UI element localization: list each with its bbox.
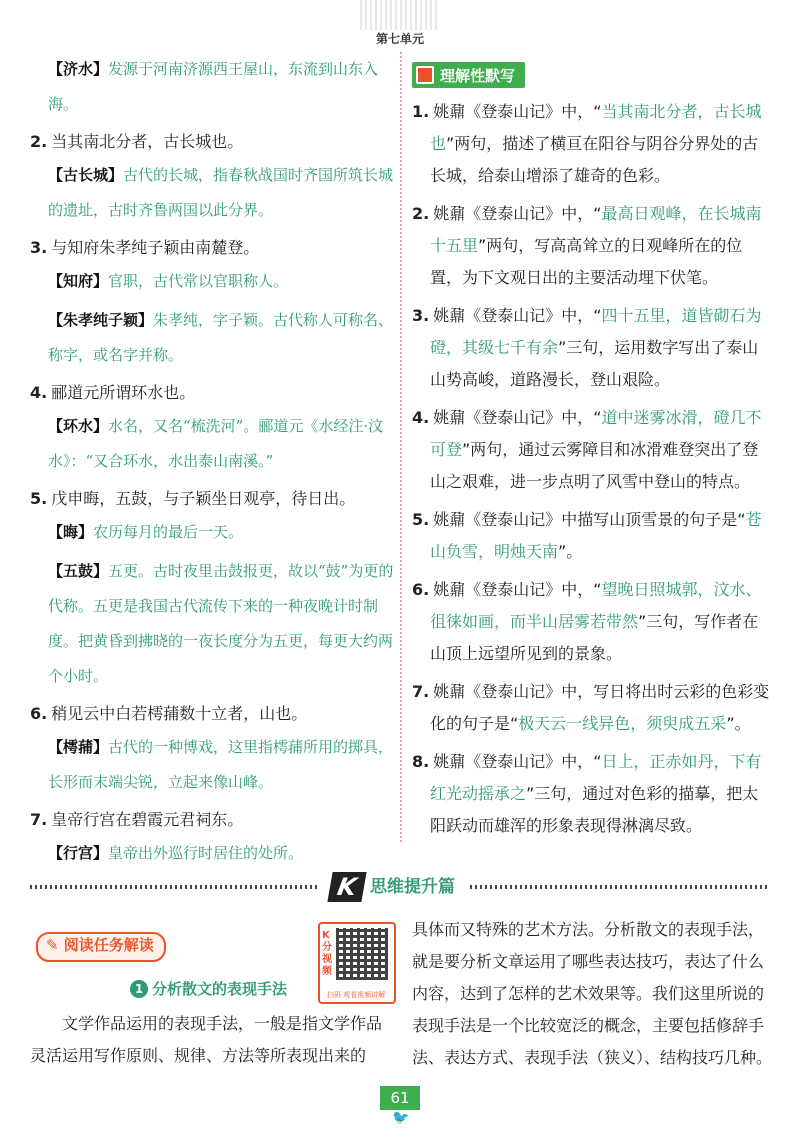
annotation-explanation: 五更。古时夜里击鼓报更，故以“鼓”为更的代称。五更是我国古代流传下来的一种夜晚计时制度。把黄昏到拂晓的一夜长度分为五更，每更大约两个小时。 xyxy=(48,562,394,685)
annotation-explanation: 水名，又名“梳洗河”。郦道元《水经注·汶水》：“又合环水，水出泰山南溪。” xyxy=(48,417,384,470)
column-divider xyxy=(400,52,402,842)
annotation xyxy=(30,52,395,122)
question-text: 姚鼐《登泰山记》中，“ xyxy=(433,752,602,771)
book-icon xyxy=(416,66,434,84)
recitation-item xyxy=(412,300,774,396)
passage-sentence xyxy=(30,804,395,836)
question-text: ”两句，写高高耸立的日观峰所在的位置，为下文观日出的主要活动埋下伏笔。 xyxy=(430,236,743,287)
subsection-number: 1 xyxy=(130,980,148,998)
qr-code-box[interactable] xyxy=(318,922,396,1004)
annotation-term: 【晦】 xyxy=(48,523,94,541)
annotation-explanation: 官职，古代常以官职称人。 xyxy=(108,272,289,290)
annotation-explanation: 皇帝出外巡行时居住的处所。 xyxy=(108,844,304,862)
annotation xyxy=(30,730,395,800)
annotation-term: 【古长城】 xyxy=(48,166,124,184)
passage-sentence xyxy=(30,698,395,730)
recitation-item xyxy=(412,504,774,568)
question-text: ”。 xyxy=(558,542,583,561)
answer-text: 道中迷雾冰滑，磴几不可登 xyxy=(430,408,762,459)
question-text: ”。 xyxy=(726,714,751,733)
right-column xyxy=(412,52,774,848)
annotation-term: 【五鼓】 xyxy=(48,562,109,580)
annotation-explanation: 农历每月的最后一天。 xyxy=(93,523,244,541)
annotation xyxy=(30,836,395,871)
question-text: ”三句，写作者在山顶上远望所见到的景象。 xyxy=(430,612,759,663)
header-decoration xyxy=(360,0,440,30)
question-text: 姚鼐《登泰山记》中，“ xyxy=(433,204,602,223)
item-number: 6. xyxy=(412,580,430,599)
k-logo-icon: K xyxy=(327,872,366,902)
annotation xyxy=(30,515,395,550)
unit-label: 第七单元 xyxy=(375,32,424,46)
recitation-item xyxy=(412,96,774,192)
answer-text: 最高日观峰，在长城南十五里 xyxy=(430,204,762,255)
passage-sentence xyxy=(30,377,395,409)
qr-side-label: K分视频 xyxy=(322,930,332,977)
recitation-item xyxy=(412,574,774,670)
answer-text: 当其南北分者，古长城也 xyxy=(430,102,762,153)
question-text: 姚鼐《登泰山记》中，“ xyxy=(433,408,602,427)
recitation-list xyxy=(412,96,774,842)
section-banner xyxy=(30,872,770,902)
answer-text: 苍山负雪，明烛天南 xyxy=(430,510,762,561)
question-text: 姚鼐《登泰山记》中，“ xyxy=(433,306,602,325)
sentence-text: 与知府朱孝纯子颖由南麓登。 xyxy=(51,238,260,257)
item-number: 6. xyxy=(30,704,48,723)
left-column xyxy=(30,52,395,875)
section-title: 理解性默写 xyxy=(440,66,516,85)
annotation-term: 【行宫】 xyxy=(48,844,109,862)
answer-text: 极天云一线异色，须臾成五采 xyxy=(518,714,727,733)
annotation xyxy=(30,554,395,694)
question-text: ”三句，通过对色彩的描摹，把太阳跃动而雄浑的形象表现得淋漓尽致。 xyxy=(430,784,759,835)
qr-caption: 扫码 观看视频讲解 xyxy=(326,991,386,999)
reading-task-tag: ✎ 阅读任务解读 xyxy=(36,932,166,962)
recitation-item xyxy=(412,198,774,294)
item-number: 2. xyxy=(412,204,430,223)
item-number: 1. xyxy=(412,102,430,121)
item-number: 4. xyxy=(30,383,48,402)
annotation-term: 【济水】 xyxy=(48,60,109,78)
item-number: 2. xyxy=(30,132,48,151)
bird-icon: 🐦 xyxy=(392,1110,410,1126)
question-text: 姚鼐《登泰山记》中，“ xyxy=(433,580,602,599)
question-text: ”两句，描述了横亘在阳谷与阴谷分界处的古长城，给泰山增添了雄奇的色彩。 xyxy=(430,134,759,185)
annotation xyxy=(30,409,395,479)
sentence-text: 戊申晦，五鼓，与子颖坐日观亭，待日出。 xyxy=(51,489,356,508)
answer-text: 望晚日照城郭，汶水、徂徕如画，而半山居雾若带然 xyxy=(430,580,762,631)
item-number: 5. xyxy=(412,510,430,529)
annotation xyxy=(30,264,395,299)
body-paragraph-right: 具体而又特殊的艺术方法。分析散文的表现手法，就是要分析文章运用了哪些表达技巧，表达了什么内容，达到了怎样的艺术效果等。我们这里所说的表现手法是一个比较宽泛的概念，主要包括修辞手法、表达方式、表现手法（狭义）、结构技巧几种。 xyxy=(412,920,773,1067)
recitation-item xyxy=(412,402,774,498)
subsection-title xyxy=(130,978,287,999)
passage-sentence xyxy=(30,126,395,158)
sentence-text: 郦道元所谓环水也。 xyxy=(51,383,196,402)
banner-title: 思维提升篇 xyxy=(370,877,455,897)
passage-sentence xyxy=(30,483,395,515)
sentence-text: 皇帝行宫在碧霞元君祠东。 xyxy=(51,810,244,829)
item-number: 3. xyxy=(30,238,48,257)
sentence-text: 稍见云中白若樗蒱数十立者，山也。 xyxy=(51,704,308,723)
question-text: 姚鼐《登泰山记》中描写山顶雪景的句子是“ xyxy=(433,510,746,529)
item-number: 7. xyxy=(30,810,48,829)
item-number: 3. xyxy=(412,306,430,325)
item-number: 5. xyxy=(30,489,48,508)
sentence-text: 当其南北分者，古长城也。 xyxy=(51,132,244,151)
item-number: 7. xyxy=(412,682,430,701)
recitation-item xyxy=(412,746,774,842)
annotation-explanation: 古代的长城，指春秋战国时齐国所筑长城的遗址，古时齐鲁两国以此分界。 xyxy=(48,166,394,219)
question-text: 姚鼐《登泰山记》中，写日将出时云彩的色彩变化的句子是“ xyxy=(430,682,770,733)
annotation-term: 【环水】 xyxy=(48,417,109,435)
subsection-title-text: 分析散文的表现手法 xyxy=(152,980,288,998)
passage-sentence xyxy=(30,232,395,264)
recitation-item xyxy=(412,676,774,740)
question-text: ”三句，运用数字写出了泰山山势高峻，道路漫长，登山艰险。 xyxy=(430,338,759,389)
body-paragraph-left: 文学作品运用的表现手法，一般是指文学作品灵活运用写作原则、规律、方法等所表现出来的 xyxy=(30,1014,383,1065)
item-number: 8. xyxy=(412,752,430,771)
answer-text: 日上，正赤如丹，下有红光动摇承之 xyxy=(430,752,762,803)
annotation xyxy=(30,303,395,373)
annotation-term: 【知府】 xyxy=(48,272,109,290)
question-text: ”两句，通过云雾障目和冰滑难登突出了登山之艰难，进一步点明了风雪中登山的特点。 xyxy=(430,440,759,491)
annotation-term: 【朱孝纯子颖】 xyxy=(48,311,154,329)
section-tag-recitation xyxy=(412,62,525,88)
annotation-term: 【樗蒱】 xyxy=(48,738,109,756)
annotation-explanation: 朱孝纯，字子颖。古代称人可称名、称字，或名字并称。 xyxy=(48,311,394,364)
item-number: 4. xyxy=(412,408,430,427)
annotation-explanation: 古代的一种博戏，这里指樗蒱所用的掷具，长形而末端尖锐，立起来像山峰。 xyxy=(48,738,394,791)
qr-code-icon[interactable] xyxy=(336,928,388,980)
banner-dots-left xyxy=(30,885,320,889)
annotation-explanation: 发源于河南济源西王屋山，东流到山东入海。 xyxy=(48,60,379,113)
annotation xyxy=(30,158,395,228)
answer-text: 四十五里，道皆砌石为磴，其级七千有余 xyxy=(430,306,762,357)
page-number: 61 xyxy=(380,1086,420,1110)
question-text: 姚鼐《登泰山记》中，“ xyxy=(433,102,602,121)
banner-dots-right xyxy=(470,885,770,889)
